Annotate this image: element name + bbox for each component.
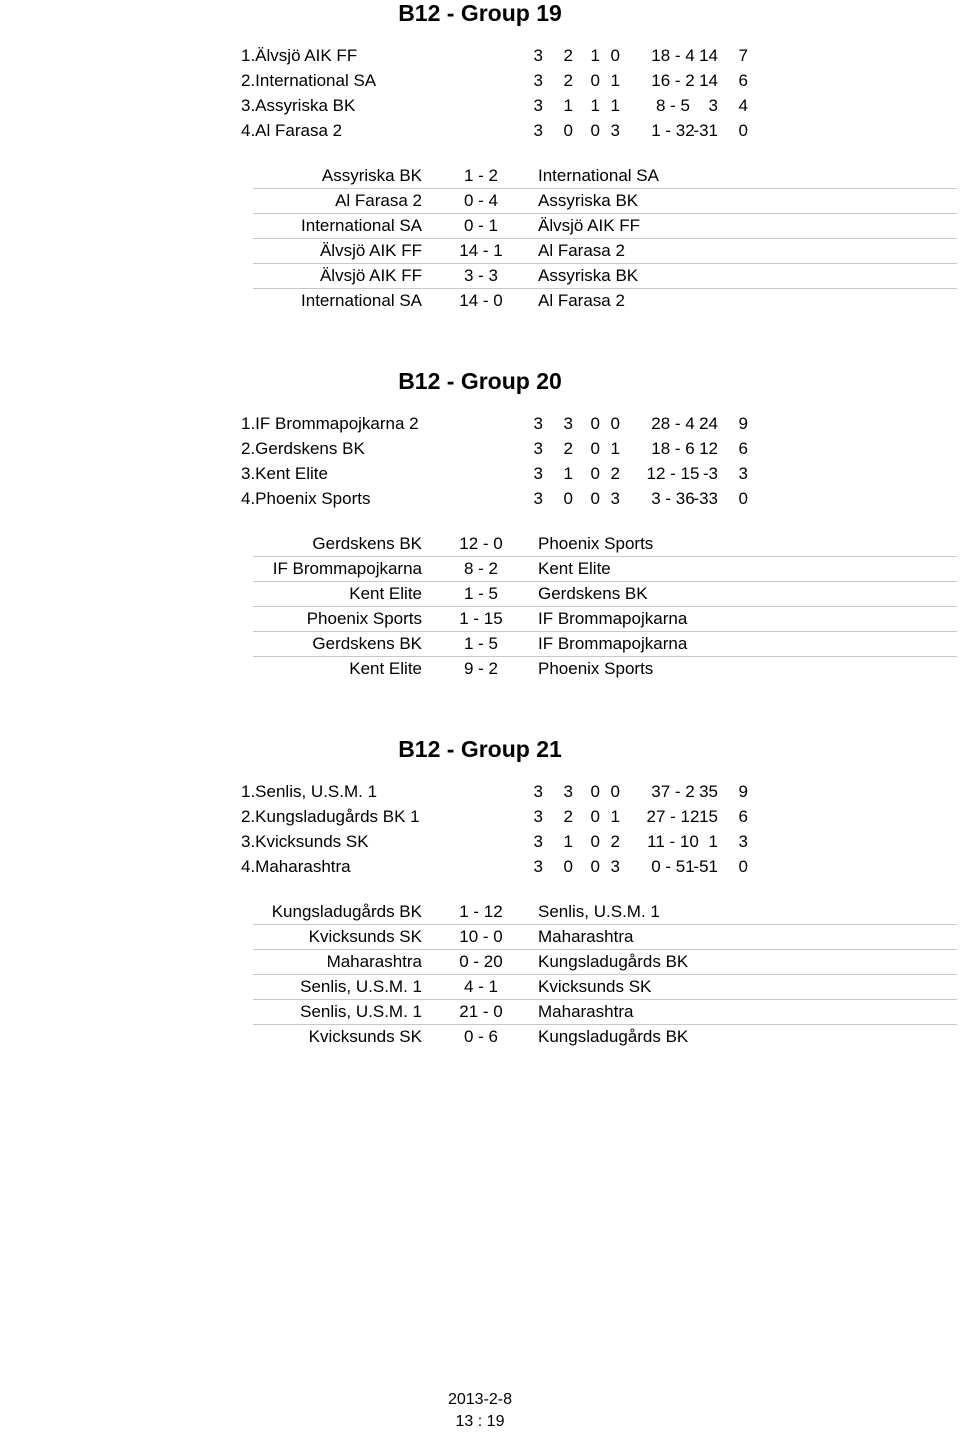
match-home-team: Senlis, U.S.M. 1 — [300, 977, 422, 996]
match-result: 4 - 1 — [463, 977, 499, 996]
goal-difference: 15 — [699, 807, 718, 826]
row-divider — [253, 288, 957, 289]
match-away-team: Gerdskens BK — [538, 584, 648, 603]
match-result: 0 - 6 — [463, 1027, 499, 1046]
match-result: 1 - 12 — [459, 902, 503, 921]
row-divider — [253, 631, 957, 632]
points: 7 — [738, 46, 748, 65]
goals: 28 - 4 — [651, 414, 695, 433]
goal-difference: 3 — [708, 96, 718, 115]
row-divider — [253, 999, 957, 1000]
match-away-team: Al Farasa 2 — [538, 291, 625, 310]
wins: 0 — [563, 121, 573, 140]
match-result: 14 - 1 — [459, 241, 503, 260]
match-row — [0, 263, 960, 288]
losses: 1 — [610, 96, 620, 115]
goals: 11 - 10 — [647, 832, 699, 851]
draws: 0 — [590, 439, 600, 458]
wins: 2 — [563, 807, 573, 826]
match-away-team: Kvicksunds SK — [538, 977, 652, 996]
wins: 0 — [563, 489, 573, 508]
match-result: 21 - 0 — [459, 1002, 503, 1021]
points: 6 — [738, 439, 748, 458]
match-home-team: Senlis, U.S.M. 1 — [300, 1002, 422, 1021]
played: 3 — [533, 96, 543, 115]
standings-team: 4.Al Farasa 2 — [241, 121, 343, 140]
wins: 1 — [563, 832, 573, 851]
wins: 2 — [563, 71, 573, 90]
match-row — [0, 213, 960, 238]
points: 0 — [738, 121, 748, 140]
losses: 0 — [610, 46, 620, 65]
row-divider — [253, 556, 957, 557]
match-away-team: Älvsjö AIK FF — [538, 216, 641, 235]
draws: 0 — [590, 121, 600, 140]
match-result: 1 - 5 — [463, 634, 499, 653]
match-result: 1 - 5 — [463, 584, 499, 603]
goals: 12 - 15 — [646, 464, 700, 483]
standings-team: 2.Kungsladugårds BK 1 — [241, 807, 420, 826]
row-divider — [253, 263, 957, 264]
standings-row — [0, 487, 960, 511]
match-row — [0, 656, 960, 681]
match-away-team: IF Brommapojkarna — [538, 634, 688, 653]
match-row — [0, 1024, 960, 1049]
match-away-team: IF Brommapojkarna — [538, 609, 688, 628]
points: 9 — [738, 414, 748, 433]
standings-row — [0, 44, 960, 68]
losses: 3 — [610, 489, 620, 508]
standings-row — [0, 119, 960, 143]
match-row — [0, 974, 960, 999]
match-result: 8 - 2 — [463, 559, 499, 578]
played: 3 — [533, 489, 543, 508]
row-divider — [253, 238, 957, 239]
points: 0 — [738, 857, 748, 876]
row-divider — [253, 581, 957, 582]
match-away-team: International SA — [538, 166, 659, 185]
match-away-team: Kent Elite — [538, 559, 611, 578]
losses: 1 — [610, 807, 620, 826]
draws: 0 — [590, 414, 600, 433]
match-result: 0 - 4 — [463, 191, 499, 210]
match-away-team: Maharashtra — [538, 927, 634, 946]
played: 3 — [533, 439, 543, 458]
match-home-team: Maharashtra — [326, 952, 422, 971]
match-row — [0, 556, 960, 581]
wins: 1 — [563, 96, 573, 115]
points: 9 — [738, 782, 748, 801]
standings-team: 4.Phoenix Sports — [241, 489, 371, 508]
goal-difference: 1 — [708, 832, 718, 851]
match-result: 12 - 0 — [459, 534, 503, 553]
goal-difference: -51 — [693, 857, 718, 876]
wins: 0 — [563, 857, 573, 876]
played: 3 — [533, 71, 543, 90]
standings-team: 3.Kent Elite — [241, 464, 328, 483]
standings-row — [0, 69, 960, 93]
match-away-team: Phoenix Sports — [538, 534, 654, 553]
losses: 1 — [610, 439, 620, 458]
match-home-team: Älvsjö AIK FF — [319, 241, 422, 260]
match-row — [0, 949, 960, 974]
goals: 8 - 5 — [655, 96, 691, 115]
match-result: 1 - 2 — [463, 166, 499, 185]
standings-row — [0, 412, 960, 436]
draws: 0 — [590, 489, 600, 508]
match-away-team: Phoenix Sports — [538, 659, 654, 678]
losses: 2 — [610, 464, 620, 483]
match-home-team: Al Farasa 2 — [335, 191, 422, 210]
played: 3 — [533, 832, 543, 851]
standings-team: 1.IF Brommapojkarna 2 — [241, 414, 419, 433]
wins: 3 — [563, 782, 573, 801]
match-row — [0, 163, 960, 188]
standings-row — [0, 462, 960, 486]
standings-team: 2.International SA — [241, 71, 377, 90]
played: 3 — [533, 782, 543, 801]
losses: 0 — [610, 782, 620, 801]
played: 3 — [533, 857, 543, 876]
goal-difference: 14 — [699, 46, 718, 65]
match-row — [0, 188, 960, 213]
match-row — [0, 581, 960, 606]
wins: 1 — [563, 464, 573, 483]
match-row — [0, 238, 960, 263]
match-away-team: Kungsladugårds BK — [538, 1027, 689, 1046]
match-home-team: Kent Elite — [349, 584, 422, 603]
goal-difference: -3 — [702, 464, 718, 483]
points: 4 — [738, 96, 748, 115]
goals: 18 - 4 — [651, 46, 695, 65]
match-away-team: Assyriska BK — [538, 266, 639, 285]
match-row — [0, 606, 960, 631]
points: 6 — [738, 71, 748, 90]
row-divider — [253, 606, 957, 607]
standings-team: 3.Assyriska BK — [241, 96, 356, 115]
standings-row — [0, 830, 960, 854]
match-home-team: Gerdskens BK — [312, 534, 422, 553]
goals: 18 - 6 — [651, 439, 695, 458]
goal-difference: 14 — [699, 71, 718, 90]
standings-team: 2.Gerdskens BK — [241, 439, 365, 458]
wins: 2 — [563, 439, 573, 458]
draws: 0 — [590, 464, 600, 483]
standings-row — [0, 780, 960, 804]
match-away-team: Maharashtra — [538, 1002, 634, 1021]
standings-row — [0, 855, 960, 879]
match-away-team: Kungsladugårds BK — [538, 952, 689, 971]
footer-date: 2013-2-8 — [447, 1391, 513, 1408]
match-home-team: International SA — [301, 216, 422, 235]
standings-team: 4.Maharashtra — [241, 857, 351, 876]
played: 3 — [533, 464, 543, 483]
points: 3 — [738, 464, 748, 483]
goal-difference: 24 — [699, 414, 718, 433]
group-title: B12 - Group 21 — [398, 736, 562, 762]
standings-row — [0, 437, 960, 461]
match-home-team: Kent Elite — [349, 659, 422, 678]
draws: 0 — [590, 807, 600, 826]
match-home-team: IF Brommapojkarna — [272, 559, 422, 578]
goals: 3 - 36 — [651, 489, 695, 508]
goal-difference: 35 — [699, 782, 718, 801]
match-home-team: Assyriska BK — [321, 166, 422, 185]
match-row — [0, 631, 960, 656]
match-result: 0 - 20 — [459, 952, 503, 971]
wins: 2 — [563, 46, 573, 65]
wins: 3 — [563, 414, 573, 433]
match-home-team: Gerdskens BK — [312, 634, 422, 653]
match-result: 3 - 3 — [463, 266, 499, 285]
row-divider — [253, 924, 957, 925]
match-away-team: Senlis, U.S.M. 1 — [538, 902, 660, 921]
goals: 37 - 2 — [651, 782, 695, 801]
match-result: 9 - 2 — [463, 659, 499, 678]
standings-team: 1.Älvsjö AIK FF — [241, 46, 358, 65]
row-divider — [253, 188, 957, 189]
losses: 2 — [610, 832, 620, 851]
match-away-team: Assyriska BK — [538, 191, 639, 210]
goal-difference: 12 — [699, 439, 718, 458]
match-result: 0 - 1 — [463, 216, 499, 235]
match-row — [0, 288, 960, 313]
match-row — [0, 531, 960, 556]
draws: 0 — [590, 832, 600, 851]
footer-time: 13 : 19 — [455, 1413, 505, 1430]
goals: 0 - 51 — [651, 857, 695, 876]
points: 6 — [738, 807, 748, 826]
draws: 0 — [590, 857, 600, 876]
match-result: 10 - 0 — [459, 927, 503, 946]
standings-team: 1.Senlis, U.S.M. 1 — [241, 782, 378, 801]
played: 3 — [533, 807, 543, 826]
row-divider — [253, 974, 957, 975]
row-divider — [253, 656, 957, 657]
match-home-team: Kvicksunds SK — [308, 927, 422, 946]
losses: 1 — [610, 71, 620, 90]
draws: 1 — [590, 46, 600, 65]
losses: 3 — [610, 857, 620, 876]
match-row — [0, 924, 960, 949]
group-title: B12 - Group 19 — [398, 0, 562, 26]
goals: 16 - 2 — [651, 71, 695, 90]
losses: 3 — [610, 121, 620, 140]
losses: 0 — [610, 414, 620, 433]
goals: 27 - 12 — [646, 807, 700, 826]
match-home-team: Phoenix Sports — [306, 609, 422, 628]
draws: 0 — [590, 782, 600, 801]
group-title: B12 - Group 20 — [398, 368, 562, 394]
goal-difference: -33 — [693, 489, 718, 508]
played: 3 — [533, 46, 543, 65]
row-divider — [253, 949, 957, 950]
match-home-team: International SA — [301, 291, 422, 310]
match-row — [0, 999, 960, 1024]
row-divider — [253, 213, 957, 214]
match-away-team: Al Farasa 2 — [538, 241, 625, 260]
match-home-team: Kvicksunds SK — [308, 1027, 422, 1046]
row-divider — [253, 1024, 957, 1025]
draws: 1 — [590, 96, 600, 115]
standings-row — [0, 805, 960, 829]
match-home-team: Kungsladugårds BK — [271, 902, 422, 921]
standings-team: 3.Kvicksunds SK — [241, 832, 369, 851]
match-result: 14 - 0 — [459, 291, 503, 310]
played: 3 — [533, 414, 543, 433]
played: 3 — [533, 121, 543, 140]
draws: 0 — [590, 71, 600, 90]
goals: 1 - 32 — [651, 121, 695, 140]
match-row — [0, 899, 960, 924]
match-result: 1 - 15 — [459, 609, 503, 628]
points: 0 — [738, 489, 748, 508]
goal-difference: -31 — [693, 121, 718, 140]
standings-row — [0, 94, 960, 118]
points: 3 — [738, 832, 748, 851]
match-home-team: Älvsjö AIK FF — [319, 266, 422, 285]
